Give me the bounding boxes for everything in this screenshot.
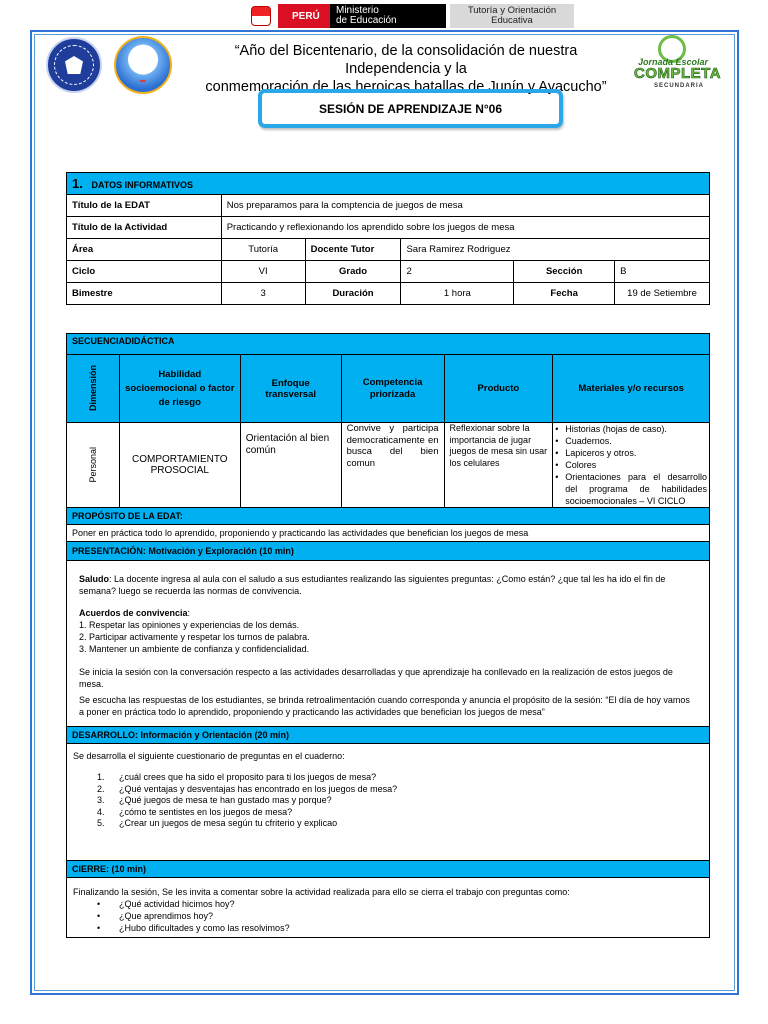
bimestre-value: 3	[221, 283, 305, 305]
duracion-label: Duración	[305, 283, 401, 305]
proposito-text: Poner en práctica todo lo aprendido, proponiendo y practicando las actividades que benefician los juegos de mesa	[67, 525, 710, 542]
gov-header	[244, 4, 574, 28]
area-value: Tutoría	[221, 239, 305, 261]
titulo-edat-label: Título de la EDAT	[67, 195, 222, 217]
session-title: SESIÓN DE APRENDIZAJE N°06	[258, 89, 563, 128]
enfoque-header: Enfoque transversal	[240, 355, 341, 423]
grado-value: 2	[401, 261, 514, 283]
seccion-value: B	[615, 261, 710, 283]
gov-tutoria-line1: Tutoría y Orientación	[467, 5, 557, 16]
bimestre-label: Bimestre	[67, 283, 222, 305]
acuerdo-item: 3. Mantener un ambiente de confianza y confidencialidad.	[79, 644, 310, 654]
datos-informativos-table	[66, 172, 710, 305]
producto-header: Producto	[444, 355, 553, 423]
seccion-label: Sección	[514, 261, 615, 283]
presentacion-parrafo2: Se escucha las respuestas de los estudiantes, se brinda retroalimentación cuando corresponda y anuncia el propósito de la sesión: “El día de hoy vamos a poner en práctica todo lo aprendido, proponiendo y practicando las actividades que benefician los juegos de mesa”	[79, 695, 690, 717]
titulo-actividad-value: Practicando y reflexionando los aprendido sobre los juegos de mesa	[221, 217, 709, 239]
year-motto	[186, 42, 626, 96]
habilidad-cell: COMPORTAMIENTO PROSOCIAL	[119, 423, 240, 508]
habilidad-header: Habilidad socioemocional o factor de riesgo	[119, 355, 240, 423]
datos-section-title: DATOS INFORMATIVOS	[91, 180, 193, 190]
question-item: 5. ¿Crear un juegos de mesa según tu cfriterio y explicao	[97, 818, 338, 828]
desarrollo-questions	[73, 772, 703, 830]
year-motto-line1: “Año del Bicentenario, de la consolidación de nuestra Independencia y la	[234, 43, 578, 77]
grado-label: Grado	[305, 261, 401, 283]
convivencia-logo	[114, 36, 172, 94]
duracion-value: 1 hora	[401, 283, 514, 305]
desarrollo-body	[67, 744, 710, 861]
gov-ministerio-line1: Ministerio	[336, 5, 379, 16]
desarrollo-intro: Se desarrolla el siguiente cuestionario de preguntas en el cuaderno:	[73, 751, 345, 761]
saludo-label: Saludo	[79, 574, 110, 584]
gov-ministerio-line2: de Educación	[336, 15, 397, 26]
dimension-cell: Personal	[67, 423, 120, 508]
cierre-question-item: • ¿Qué actividad hicimos hoy?	[97, 898, 703, 910]
material-item: • Historias (hojas de caso).	[555, 423, 707, 435]
year-motto-line2: conmemoración de las heroicas batallas de Junín y Ayacucho”	[205, 79, 607, 95]
secuencia-title: SECUENCIADIDÁCTICA	[67, 334, 710, 355]
titulo-edat-value: Nos preparamos para la comptencia de juegos de mesa	[221, 195, 709, 217]
peru-shield-icon	[244, 4, 278, 28]
acuerdo-item: 2. Participar activamente y respetar los turnos de palabra.	[79, 632, 310, 642]
cierre-body	[67, 878, 710, 938]
competencia-header: Competencia priorizada	[341, 355, 444, 423]
fecha-label: Fecha	[514, 283, 615, 305]
presentacion-title: PRESENTACIÓN: Motivación y Exploración (10 min)	[67, 542, 710, 561]
jornada-escolar-completa-logo: Jornada Escolar COMPLETA SECUNDARIA	[632, 35, 712, 93]
competencia-cell: Convive y participa democraticamente en busca del bien comun	[341, 423, 444, 508]
acuerdos-heading: Acuerdos de convivencia:	[79, 608, 191, 618]
acuerdo-item: 1. Respetar las opiniones y experiencias de los demás.	[79, 620, 300, 630]
secuencia-didactica-table	[66, 333, 710, 938]
fecha-value: 19 de Setiembre	[615, 283, 710, 305]
ciclo-value: VI	[221, 261, 305, 283]
presentacion-body	[67, 561, 710, 727]
dimension-header: Dimensión	[67, 355, 120, 423]
school-emblem-logo	[46, 37, 102, 93]
ciclo-label: Ciclo	[67, 261, 222, 283]
material-item: • Colores	[555, 459, 707, 471]
gov-peru-label: PERÚ	[278, 4, 330, 28]
proposito-title: PROPÓSITO DE LA EDAT:	[67, 508, 710, 525]
question-item: 3. ¿Qué juegos de mesa te han gustado mas y porque?	[97, 795, 332, 805]
producto-cell: Reflexionar sobre la importancia de jugar juegos de mesa sin usar los celulares	[444, 423, 553, 508]
cierre-question-item: • ¿Que aprendimos hoy?	[97, 910, 703, 922]
materiales-header: Materiales y/o recursos	[553, 355, 710, 423]
saludo-paragraph	[79, 573, 697, 597]
datos-header	[67, 173, 710, 195]
gov-tutoria	[450, 4, 574, 28]
docente-label: Docente Tutor	[305, 239, 401, 261]
titulo-actividad-label: Título de la Actividad	[67, 217, 222, 239]
question-item: 1. ¿cuál crees que ha sido el proposito para ti los juegos de mesa?	[97, 772, 377, 782]
question-item: 2. ¿Qué ventajas y desventajas has encontrado en los juegos de mesa?	[97, 783, 398, 794]
cierre-question-item: • ¿Hubo dificultades y como las resolvimos?	[97, 922, 703, 934]
material-item: • Lapiceros y otros.	[555, 447, 707, 459]
question-item: 4. ¿cómo te sentistes en los juegos de mesa?	[97, 806, 293, 817]
docente-value: Sara Ramirez Rodriguez	[401, 239, 710, 261]
material-item: • Cuadernos.	[555, 435, 707, 447]
cierre-questions	[73, 898, 703, 934]
gov-ministerio	[330, 4, 446, 28]
datos-section-number: 1.	[72, 176, 83, 191]
material-item: • Orientaciones para el desarrollo del programa de habilidades socioemocionales – VI CICLO	[555, 471, 707, 507]
area-label: Área	[67, 239, 222, 261]
materiales-cell	[553, 423, 710, 508]
saludo-text: : La docente ingresa al aula con el saludo a sus estudiantes realizando las siguientes preguntas: ¿Como están? ¿que tal les ha ido el fin de semana? luego se recuerda las normas de convivencia.	[79, 574, 666, 596]
cierre-intro: Finalizando la sesión, Se les invita a comentar sobre la actividad realizada para ello se cierra el trabajo con preguntas como:	[73, 887, 570, 897]
enfoque-cell: Orientación al bien común	[240, 423, 341, 508]
desarrollo-title: DESARROLLO: Información y Orientación (20 min)	[67, 727, 710, 744]
presentacion-parrafo1: Se inicia la sesión con la conversación respecto a las actividades desarrolladas y que aprendizaje ha conllevado en la realización de estos juegos de mesa.	[79, 667, 673, 689]
gov-tutoria-line2: Educativa	[491, 15, 533, 26]
cierre-title: CIERRE: (10 min)	[67, 861, 710, 878]
